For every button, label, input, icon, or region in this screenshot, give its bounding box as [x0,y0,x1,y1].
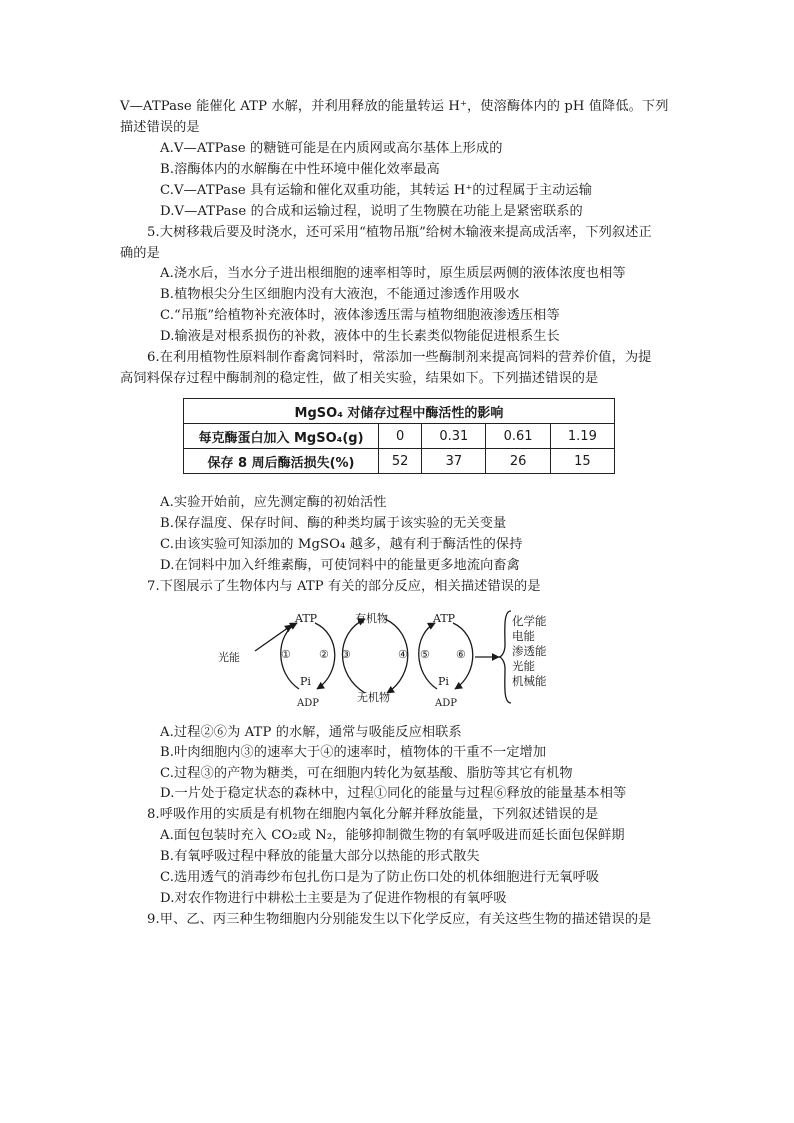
q8-option-c: C.选用透气的消毒纱布包扎伤口是为了防止伤口处的机体细胞进行无氧呼吸 [160,870,600,885]
q4-option-a: A.V—ATPase 的糖链可能是在内质网或高尔基体上形成的 [160,141,503,156]
process-6-label: ⑥ [456,648,466,661]
q8-option-a: A.面包包装时充入 CO₂或 N₂，能够抑制微生物的有氧呼吸进而延长面包保鲜期 [160,828,625,843]
process-5-label: ⑤ [420,648,430,661]
energy-form: 机械能 [512,674,547,688]
q7-option-d: D.一片处于稳定状态的森林中，过程①同化的能量与过程⑥释放的能量基本相等 [160,786,627,801]
mgso4-table [183,398,615,474]
q4-stem-line1: V—ATPase 能催化 ATP 水解，并利用释放的能量转运 H⁺，使溶酶体内的 pH 值降低。下列 [120,99,669,114]
table-row2-label: 保存 8 周后酶活损失(%) [184,449,379,474]
table-cell: 0.31 [422,424,486,449]
organic-label: 有机物 [355,612,388,625]
q6-stem-line2: 高饲料保存过程中酶制剂的稳定性，做了相关实验，结果如下。下列描述错误的是 [120,371,599,386]
table-cell: 0 [379,424,422,449]
table-title: MgSO₄ 对储存过程中酶活性的影响 [184,399,615,424]
q8-option-d: D.对农作物进行中耕松土主要是为了促进作物根的有氧呼吸 [160,891,507,906]
q4-option-b: B.溶酶体内的水解酶在中性环境中催化效率最高 [160,162,440,177]
pi-label-right: Pi [438,675,449,688]
adp-label: ADP [297,698,319,707]
q6-option-b: B.保存温度、保存时间、酶的种类均属于该实验的无关变量 [160,516,507,531]
q7-stem: 7.下图展示了生物体内与 ATP 有关的部分反应，相关描述错误的是 [147,579,541,594]
energy-form: 光能 [512,659,535,673]
process-1-label: ① [281,648,291,661]
process-4-label: ④ [398,648,408,661]
energy-brace [499,611,511,703]
table-cell: 52 [379,449,422,474]
energy-form: 渗透能 [512,644,547,658]
energy-form: 化学能 [512,614,547,628]
q4-option-d: D.V—ATPase 的合成和运输过程，说明了生物膜在功能上是紧密联系的 [160,204,583,219]
q6-option-d: D.在饲料中加入纤维素酶，可使饲料中的能量更多地流向畜禽 [160,558,520,573]
process-3-label: ③ [341,648,351,661]
table-row1-label: 每克酶蛋白加入 MgSO₄(g) [184,424,379,449]
table-cell: 15 [550,449,614,474]
q5-option-a: A.浇水后，当水分子进出根细胞的速率相等时，原生质层两侧的液体浓度也相等 [160,266,626,281]
q8-option-b: B.有氧呼吸过程中释放的能量大部分以热能的形式散失 [160,849,480,864]
inorganic-label: 无机物 [357,691,390,704]
atp-label-right: ATP [433,612,456,625]
energy-forms-list [512,614,547,689]
light-energy-label: 光能 [218,651,240,664]
q5-option-d: D.输液是对根系损伤的补救，液体中的生长素类似物能促进根系生长 [160,329,560,344]
table-cell: 1.19 [550,424,614,449]
adp-label-right: ADP [435,698,457,707]
q4-option-c: C.V—ATPase 具有运输和催化双重功能，其转运 H⁺的过程属于主动运输 [160,183,592,198]
table-cell: 26 [486,449,550,474]
q5-stem-line1: 5.大树移栽后要及时浇水，还可采用“植物吊瓶”给树木输液来提高成活率，下列叙述正 [147,225,652,240]
q6-option-c: C.由该实验可知添加的 MgSO₄ 越多，越有利于酶活性的保持 [160,537,523,552]
q8-stem: 8.呼吸作用的实质是有机物在细胞内氧化分解并释放能量，下列叙述错误的是 [147,807,599,822]
q6-option-a: A.实验开始前，应先测定酶的初始活性 [160,495,387,510]
q5-option-b: B.植物根尖分生区细胞内没有大液泡，不能通过渗透作用吸水 [160,287,520,302]
q5-option-c: C.“吊瓶”给植物补充液体时，液体渗透压需与植物细胞液渗透压相等 [160,308,560,323]
q7-option-a: A.过程②⑥为 ATP 的水解，通常与吸能反应相联系 [160,725,462,740]
q9-stem: 9.甲、乙、丙三种生物细胞内分别能发生以下化学反应，有关这些生物的描述错误的是 [147,912,652,927]
q6-stem-line1: 6.在利用植物性原料制作畜禽饲料时，常添加一些酶制剂来提高饲料的营养价值，为提 [147,350,652,365]
table-cell: 0.61 [486,424,550,449]
q5-stem-line2: 确的是 [120,246,160,261]
energy-form: 电能 [512,629,535,643]
table-cell: 37 [422,449,486,474]
q4-stem-line2: 描述错误的是 [120,120,200,135]
q7-option-b: B.叶肉细胞内③的速率大于④的速率时，植物体的干重不一定增加 [160,745,547,760]
process-2-label: ② [319,648,329,661]
pi-label: Pi [300,675,311,688]
q7-option-c: C.过程③的产物为糖类，可在细胞内转化为氨基酸、脂肪等其它有机物 [160,766,573,781]
atp-label: ATP [295,612,318,625]
